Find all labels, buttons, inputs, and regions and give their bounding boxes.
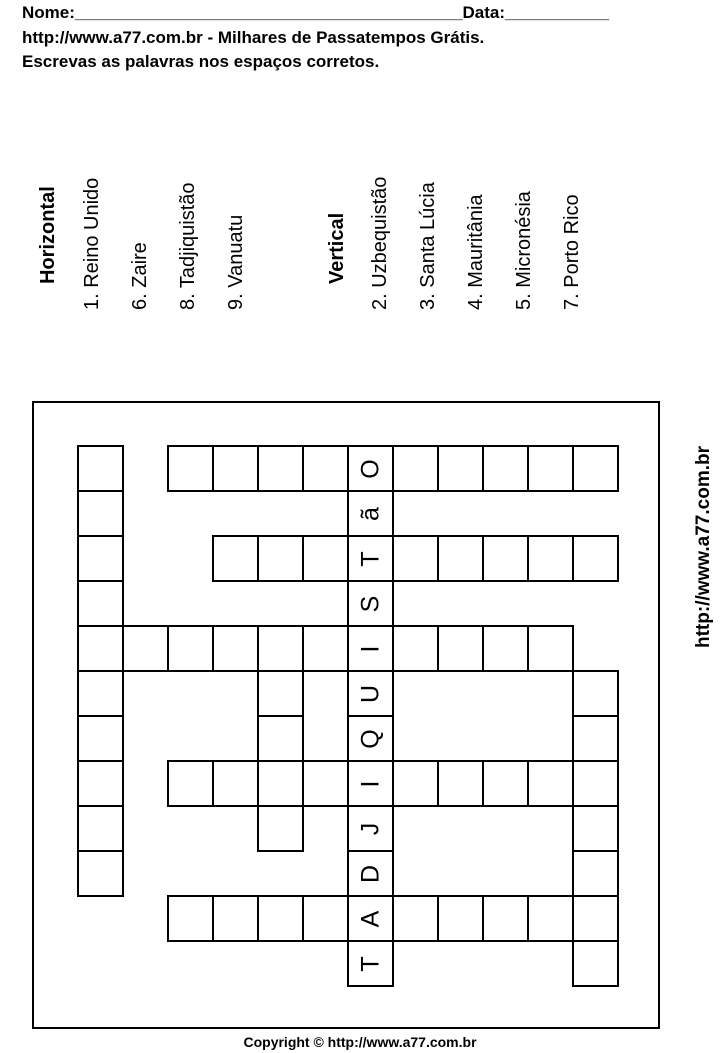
crossword-cell[interactable]	[347, 760, 394, 807]
crossword-cell[interactable]	[257, 670, 304, 717]
crossword-cell[interactable]	[167, 445, 214, 492]
name-date-line: Nome:_________________________________________Data:___________	[22, 3, 610, 22]
crossword-cell[interactable]	[347, 490, 394, 537]
crossword-cell[interactable]	[212, 625, 259, 672]
crossword-cell[interactable]	[77, 805, 124, 852]
crossword-cell[interactable]	[347, 445, 394, 492]
crossword-cell[interactable]	[572, 895, 619, 942]
crossword-cell[interactable]	[302, 535, 349, 582]
crossword-cell[interactable]	[572, 940, 619, 987]
crossword-cell[interactable]	[257, 805, 304, 852]
cell-letter: T	[356, 955, 384, 972]
vertical-clue: 3. Santa Lúcia	[417, 182, 439, 310]
crossword-cell[interactable]	[77, 670, 124, 717]
crossword-cell[interactable]	[212, 535, 259, 582]
crossword-cell[interactable]	[392, 895, 439, 942]
crossword-cell[interactable]	[257, 715, 304, 762]
vertical-title: Vertical	[326, 212, 348, 284]
crossword-cell[interactable]	[437, 625, 484, 672]
cell-letter: I	[356, 645, 384, 652]
crossword-cell[interactable]	[392, 445, 439, 492]
crossword-cell[interactable]	[257, 445, 304, 492]
crossword-cell[interactable]	[482, 760, 529, 807]
crossword-cell[interactable]	[392, 535, 439, 582]
horizontal-clue: 8. Tadjiquistão	[177, 182, 199, 310]
crossword-cell[interactable]	[257, 760, 304, 807]
horizontal-clue: 6. Zaire	[129, 242, 151, 310]
vertical-clue: 7. Porto Rico	[561, 194, 583, 310]
horizontal-title: Horizontal	[37, 186, 59, 284]
crossword-cell[interactable]	[347, 535, 394, 582]
crossword-cell[interactable]	[302, 445, 349, 492]
crossword-cell[interactable]	[527, 625, 574, 672]
copyright: Copyright © http://www.a77.com.br	[243, 1034, 477, 1050]
crossword-cell[interactable]	[347, 580, 394, 627]
crossword-cell[interactable]	[77, 535, 124, 582]
cell-letter: Q	[356, 728, 384, 749]
crossword-cell[interactable]	[302, 895, 349, 942]
instruction-text: Escrevas as palavras nos espaços corretos.	[22, 52, 380, 71]
cell-letter: I	[356, 780, 384, 787]
crossword-cell[interactable]	[527, 760, 574, 807]
crossword-cell[interactable]	[347, 805, 394, 852]
crossword-cell[interactable]	[527, 895, 574, 942]
crossword-cell[interactable]	[212, 895, 259, 942]
side-url: http://www.a77.com.br	[693, 446, 714, 648]
crossword-cell[interactable]	[572, 535, 619, 582]
crossword-cell[interactable]	[347, 715, 394, 762]
site-line: http://www.a77.com.br - Milhares de Passatempos Grátis.	[22, 28, 485, 47]
crossword-cell[interactable]	[347, 895, 394, 942]
crossword-cell[interactable]	[257, 625, 304, 672]
crossword-cell[interactable]	[482, 535, 529, 582]
horizontal-clue: 1. Reino Unido	[81, 177, 103, 310]
crossword-cell[interactable]	[572, 760, 619, 807]
crossword-cell[interactable]	[77, 760, 124, 807]
crossword-cell[interactable]	[77, 580, 124, 627]
cell-letter: ã	[356, 506, 384, 521]
crossword-cell[interactable]	[257, 895, 304, 942]
crossword-cell[interactable]	[212, 760, 259, 807]
crossword-cell[interactable]	[167, 625, 214, 672]
vertical-clue: 2. Uzbequistão	[369, 176, 391, 310]
horizontal-clue: 9. Vanuatu	[225, 214, 247, 310]
crossword-cell[interactable]	[572, 445, 619, 492]
crossword-cell[interactable]	[302, 625, 349, 672]
crossword-cell[interactable]	[347, 625, 394, 672]
crossword-cell[interactable]	[77, 490, 124, 537]
crossword-cell[interactable]	[212, 445, 259, 492]
cell-letter: D	[356, 864, 384, 883]
cell-letter: S	[356, 595, 384, 612]
crossword-cell[interactable]	[167, 760, 214, 807]
crossword-cell[interactable]	[437, 445, 484, 492]
cell-letter: O	[356, 458, 384, 479]
crossword-cell[interactable]	[77, 625, 124, 672]
crossword-cell[interactable]	[572, 715, 619, 762]
vertical-clue: 4. Mauritânia	[465, 194, 487, 310]
crossword-cell[interactable]	[167, 895, 214, 942]
cell-letter: J	[356, 822, 384, 835]
crossword-cell[interactable]	[437, 895, 484, 942]
crossword-cell[interactable]	[572, 670, 619, 717]
crossword-cell[interactable]	[437, 535, 484, 582]
crossword-cell[interactable]	[257, 535, 304, 582]
crossword-cell[interactable]	[347, 850, 394, 897]
crossword-cell[interactable]	[527, 535, 574, 582]
crossword-cell[interactable]	[77, 850, 124, 897]
crossword-cell[interactable]	[122, 625, 169, 672]
crossword-cell[interactable]	[482, 895, 529, 942]
crossword-cell[interactable]	[392, 760, 439, 807]
crossword-cell[interactable]	[572, 805, 619, 852]
crossword-cell[interactable]	[77, 715, 124, 762]
crossword-cell[interactable]	[77, 445, 124, 492]
cell-letter: T	[356, 550, 384, 567]
crossword-cell[interactable]	[482, 445, 529, 492]
crossword-cell[interactable]	[527, 445, 574, 492]
crossword-cell[interactable]	[347, 670, 394, 717]
cell-letter: U	[356, 684, 384, 703]
crossword-cell[interactable]	[302, 760, 349, 807]
crossword-cell[interactable]	[347, 940, 394, 987]
crossword-cell[interactable]	[392, 625, 439, 672]
crossword-cell[interactable]	[437, 760, 484, 807]
crossword-cell[interactable]	[482, 625, 529, 672]
cell-letter: A	[356, 910, 384, 927]
crossword-cell[interactable]	[572, 850, 619, 897]
vertical-clue: 5. Micronésia	[513, 191, 535, 310]
